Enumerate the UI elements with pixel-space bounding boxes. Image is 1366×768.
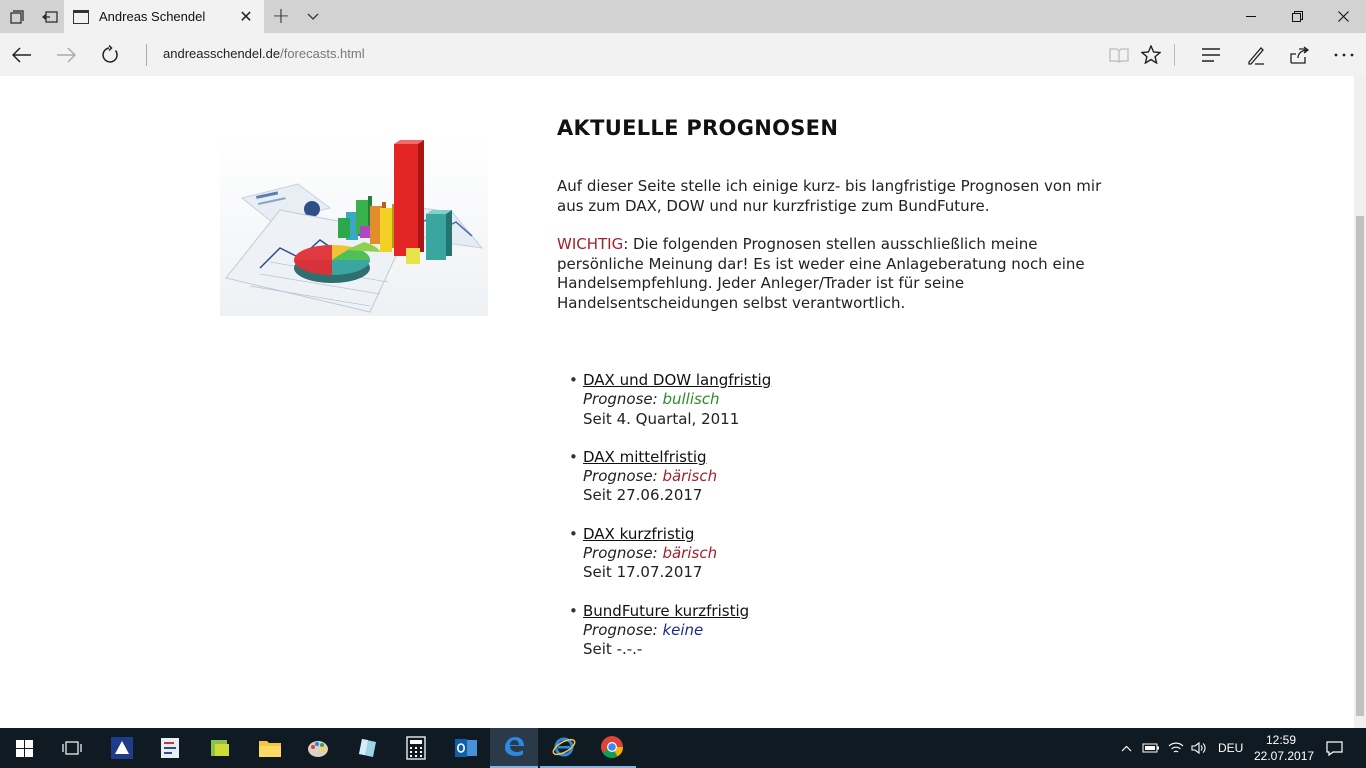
forecast-value: bärisch bbox=[662, 467, 718, 486]
tab-title: Andreas Schendel bbox=[99, 9, 206, 24]
warning-text: : Die folgenden Prognosen stellen ausschließlich meine persönliche Meinung dar! Es ist weder eine Anlageberatung noch eine Handelsempfehlung. Jeder Anleger/Trader ist für seine Handelsentscheidungen selbst verantwortlich. bbox=[557, 235, 1085, 312]
show-previews-chevron-icon[interactable] bbox=[298, 0, 328, 33]
forecast-label: Prognose: bbox=[583, 620, 663, 639]
forecast-list bbox=[583, 371, 1117, 660]
clock-date[interactable]: 22.07.2017 bbox=[1254, 749, 1315, 763]
forecast-item bbox=[583, 525, 1117, 583]
share-icon[interactable] bbox=[1280, 33, 1320, 76]
forecast-item bbox=[583, 602, 1117, 660]
address-bar[interactable] bbox=[163, 46, 365, 61]
forecast-item bbox=[583, 448, 1117, 506]
chrome-icon[interactable] bbox=[588, 728, 636, 768]
edge-browser-icon[interactable] bbox=[490, 728, 538, 768]
forecast-since: Seit 17.07.2017 bbox=[583, 563, 703, 582]
url-path: /forecasts.html bbox=[280, 46, 365, 61]
disclaimer-paragraph bbox=[557, 235, 1102, 313]
forecast-since: Seit 27.06.2017 bbox=[583, 486, 703, 505]
forecast-label: Prognose: bbox=[583, 467, 663, 486]
page-scrollbar[interactable] bbox=[1354, 76, 1366, 728]
app-icon-blue-triangle[interactable] bbox=[98, 728, 146, 768]
windows-taskbar bbox=[0, 728, 1366, 768]
new-tab-button[interactable]: + bbox=[271, 4, 291, 29]
forecast-link-dax-short[interactable]: DAX kurzfristig bbox=[583, 524, 695, 543]
toolbar-separator bbox=[1174, 44, 1175, 66]
internet-explorer-icon[interactable] bbox=[540, 728, 588, 768]
scrollbar-thumb[interactable] bbox=[1356, 216, 1364, 716]
page-title bbox=[557, 116, 1117, 140]
forecast-label: Prognose: bbox=[583, 544, 663, 563]
hub-icon[interactable] bbox=[1191, 33, 1231, 76]
forecast-label: Prognose: bbox=[583, 390, 663, 409]
windows-start-icon[interactable] bbox=[0, 728, 48, 768]
show-hidden-icons-chevron-up-icon[interactable] bbox=[1117, 728, 1135, 768]
tab-manager-icon[interactable] bbox=[0, 0, 33, 33]
forecast-item bbox=[583, 371, 1117, 429]
intro-paragraph: Auf dieser Seite stelle ich einige kurz- bis langfristige Prognosen von mir aus zum DAX, DOW und nur kurzfristige zum BundFuture. bbox=[557, 177, 1102, 215]
set-tabs-aside-icon[interactable] bbox=[33, 0, 66, 33]
minimize-button[interactable] bbox=[1228, 0, 1274, 33]
calculator-icon[interactable] bbox=[392, 728, 440, 768]
url-domain: andreasschendel.de bbox=[163, 46, 281, 61]
web-page bbox=[0, 76, 1366, 728]
page-icon bbox=[73, 10, 89, 24]
app-icon-glass[interactable] bbox=[344, 728, 392, 768]
battery-icon[interactable] bbox=[1140, 728, 1162, 768]
page-title-light: AKTUELLE bbox=[557, 116, 687, 140]
active-tab[interactable] bbox=[64, 0, 264, 33]
close-tab-icon[interactable]: ✕ bbox=[239, 7, 253, 26]
web-note-pen-icon[interactable] bbox=[1236, 33, 1276, 76]
back-arrow-icon[interactable] bbox=[0, 33, 44, 76]
address-separator bbox=[146, 44, 147, 66]
paint-palette-icon[interactable] bbox=[294, 728, 342, 768]
forecast-link-dax-dow-long[interactable]: DAX und DOW langfristig bbox=[583, 371, 772, 389]
forecast-chart-illustration bbox=[220, 136, 488, 316]
forecast-link-dax-mid[interactable]: DAX mittelfristig bbox=[583, 447, 707, 466]
refresh-icon[interactable] bbox=[88, 33, 132, 76]
more-options-icon[interactable] bbox=[1324, 33, 1364, 76]
forward-arrow-icon[interactable] bbox=[44, 33, 88, 76]
warning-label: WICHTIG bbox=[557, 235, 624, 253]
file-explorer-icon[interactable] bbox=[246, 728, 294, 768]
app-icon-files[interactable] bbox=[196, 728, 244, 768]
close-window-button[interactable] bbox=[1320, 0, 1366, 33]
tab-strip bbox=[0, 0, 1366, 33]
forecast-since: Seit 4. Quartal, 2011 bbox=[583, 409, 740, 428]
outlook-icon[interactable] bbox=[442, 728, 490, 768]
task-view-icon[interactable] bbox=[48, 728, 96, 768]
forecast-value: keine bbox=[662, 620, 704, 639]
restore-button[interactable] bbox=[1274, 0, 1320, 33]
forecast-value: bärisch bbox=[662, 544, 718, 563]
volume-icon[interactable] bbox=[1188, 728, 1210, 768]
wifi-icon[interactable] bbox=[1165, 728, 1187, 768]
main-content bbox=[557, 116, 1117, 679]
forecast-value: bullisch bbox=[662, 390, 720, 409]
app-icon-document[interactable] bbox=[146, 728, 194, 768]
clock-time[interactable]: 12:59 bbox=[1266, 733, 1297, 747]
forecast-link-bundfuture-short[interactable]: BundFuture kurzfristig bbox=[583, 601, 750, 620]
page-title-bold: PROGNOSEN bbox=[686, 116, 839, 140]
action-center-icon[interactable] bbox=[1322, 728, 1346, 768]
keyboard-language[interactable]: DEU bbox=[1218, 741, 1244, 755]
favorite-star-icon[interactable] bbox=[1131, 33, 1171, 76]
navigation-bar bbox=[0, 33, 1366, 76]
forecast-since: Seit -.-.- bbox=[583, 640, 643, 659]
